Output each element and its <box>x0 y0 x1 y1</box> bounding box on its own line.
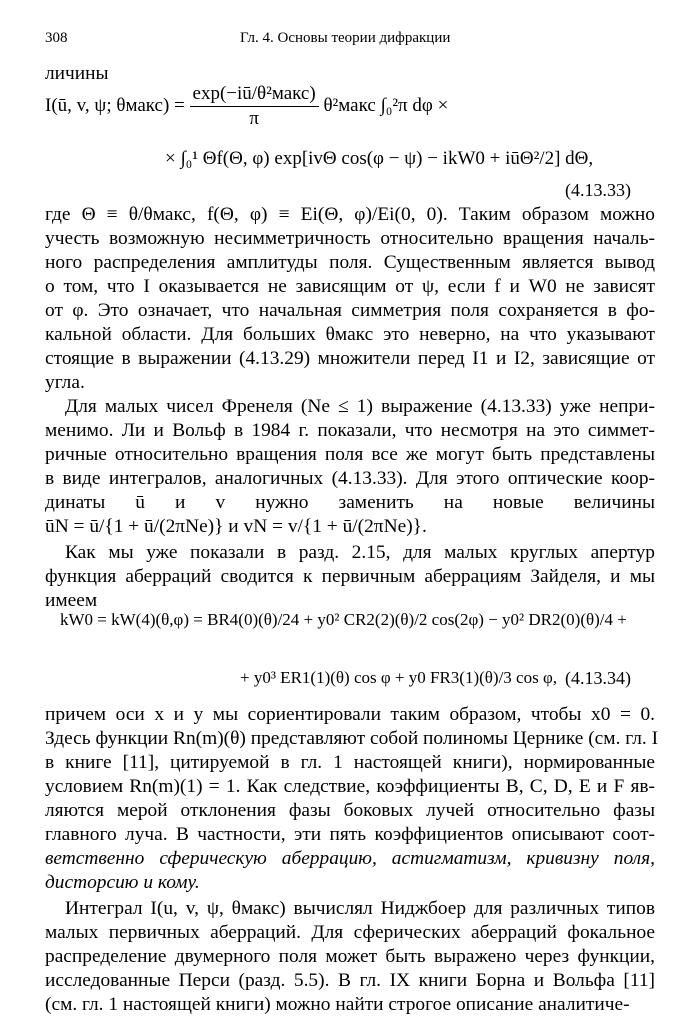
text-line: (см. гл. 1 настоящей книги) можно найти строгое описание аналитиче- <box>45 994 630 1015</box>
text-line: причем оси x и y мы сориентировали таким образом, чтобы x0 = 0. <box>45 704 655 725</box>
text-line: ляются мерой отклонения фазы боковых лучей относительно фазы <box>45 800 655 821</box>
equation-number: (4.13.34) <box>565 668 631 688</box>
eq1-numerator: exp(−iū/θ²макс) <box>190 83 319 107</box>
text-line: исследованные Перси (разд. 5.5). В гл. IX книги Борна и Вольфа [11] <box>45 970 655 991</box>
text-line: Интеграл I(u, v, ψ, θмакс) вычислял Ниджбоер для различных типов <box>65 898 655 919</box>
eq1-fraction <box>190 83 319 130</box>
text-line: распределение двумерного поля может быть выражено через функции, <box>45 946 655 967</box>
equation-number: (4.13.33) <box>565 180 631 200</box>
text-line: в виде интегралов, аналогичных (4.13.33). Для этого оптические коор- <box>45 468 655 489</box>
text-line: в книге [11], цитируемой в гл. 1 настоящей книги), нормированные <box>45 752 655 773</box>
text-line: ветственно сферическую аберрацию, астигматизм, кривизну поля, <box>45 848 655 869</box>
text-line: ūN = ū/{1 + ū/(2πNe)} и vN = v/{1 + ū/(2πNe)}. <box>45 516 427 537</box>
equation-4-13-33-line2: × ∫₀¹ Θf(Θ, φ) exp[ivΘ cos(φ − ψ) − ikW0 + iūΘ²/2] dΘ, <box>165 148 594 169</box>
text-line: ного распределения амплитуды поля. Существенным является вывод <box>45 252 655 273</box>
running-header: Гл. 4. Основы теории дифракции <box>240 30 451 46</box>
text-line: от φ. Это означает, что начальная симметрия поля сохраняется в фо- <box>45 300 655 321</box>
text-line: менимо. Ли и Вольф в 1984 г. показали, что несмотря на это симмет- <box>45 420 655 441</box>
text-line: учесть возможную несимметричность относительно вращения началь- <box>45 228 655 249</box>
text-line: Как мы уже показали в разд. 2.15, для малых круглых апертур <box>65 542 655 563</box>
text-line: стоящие в выражении (4.13.29) множители перед I1 и I2, зависящие от <box>45 348 655 369</box>
text-line: личины <box>45 63 109 84</box>
text-line: Для малых чисел Френеля (Ne ≤ 1) выражение (4.13.33) уже непри- <box>65 396 655 417</box>
equation-4-13-34-line2: + y0³ ER1(1)(θ) cos φ + y0 FR3(1)(θ)/3 cos φ, <box>240 668 558 687</box>
text-line: функция аберраций сводится к первичным аберрациям Зайделя, и мы <box>45 566 655 587</box>
text-line: угла. <box>45 372 85 393</box>
page-number: 308 <box>45 30 68 46</box>
text-line: о том, что I оказывается не зависящим от ψ, если f и W0 не зависят <box>45 276 655 297</box>
eq1-rest: θ²макс ∫₀²π dφ × <box>323 94 449 116</box>
text-line: дисторсию и кому. <box>45 872 200 893</box>
equation-4-13-33-line1 <box>45 83 448 130</box>
text-line: где Θ ≡ θ/θмакс, f(Θ, φ) ≡ Ei(Θ, φ)/Ei(0, 0). Таким образом можно <box>45 204 655 225</box>
eq1-lhs: I(ū, v, ψ; θмакс) = <box>45 94 185 116</box>
equation-4-13-34-line1: kW0 = kW(4)(θ,φ) = BR4(0)(θ)/24 + y0² CR2(2)(θ)/2 cos(2φ) − y0² DR2(0)(θ)/4 + <box>60 610 627 629</box>
text-line: главного луча. В частности, эти пять коэффициентов описывают соот- <box>45 824 655 845</box>
text-line: ричные относительно вращения поля все же могут быть представлены <box>45 444 655 465</box>
text-line: динаты ū и v нужно заменить на новые величины <box>45 492 655 513</box>
text-line: условием Rn(m)(1) = 1. Как следствие, коэффициенты B, C, D, E и F яв- <box>45 776 655 797</box>
text-line: кальной области. Для больших θмакс это неверно, на что указывают <box>45 324 655 345</box>
text-line: имеем <box>45 590 98 611</box>
text-line: малых первичных аберраций. Для сферических аберраций фокальное <box>45 922 655 943</box>
text-line: Здесь функции Rn(m)(θ) представляют собой полиномы Цернике (см. гл. I <box>45 728 659 749</box>
eq1-denominator: π <box>249 108 259 129</box>
